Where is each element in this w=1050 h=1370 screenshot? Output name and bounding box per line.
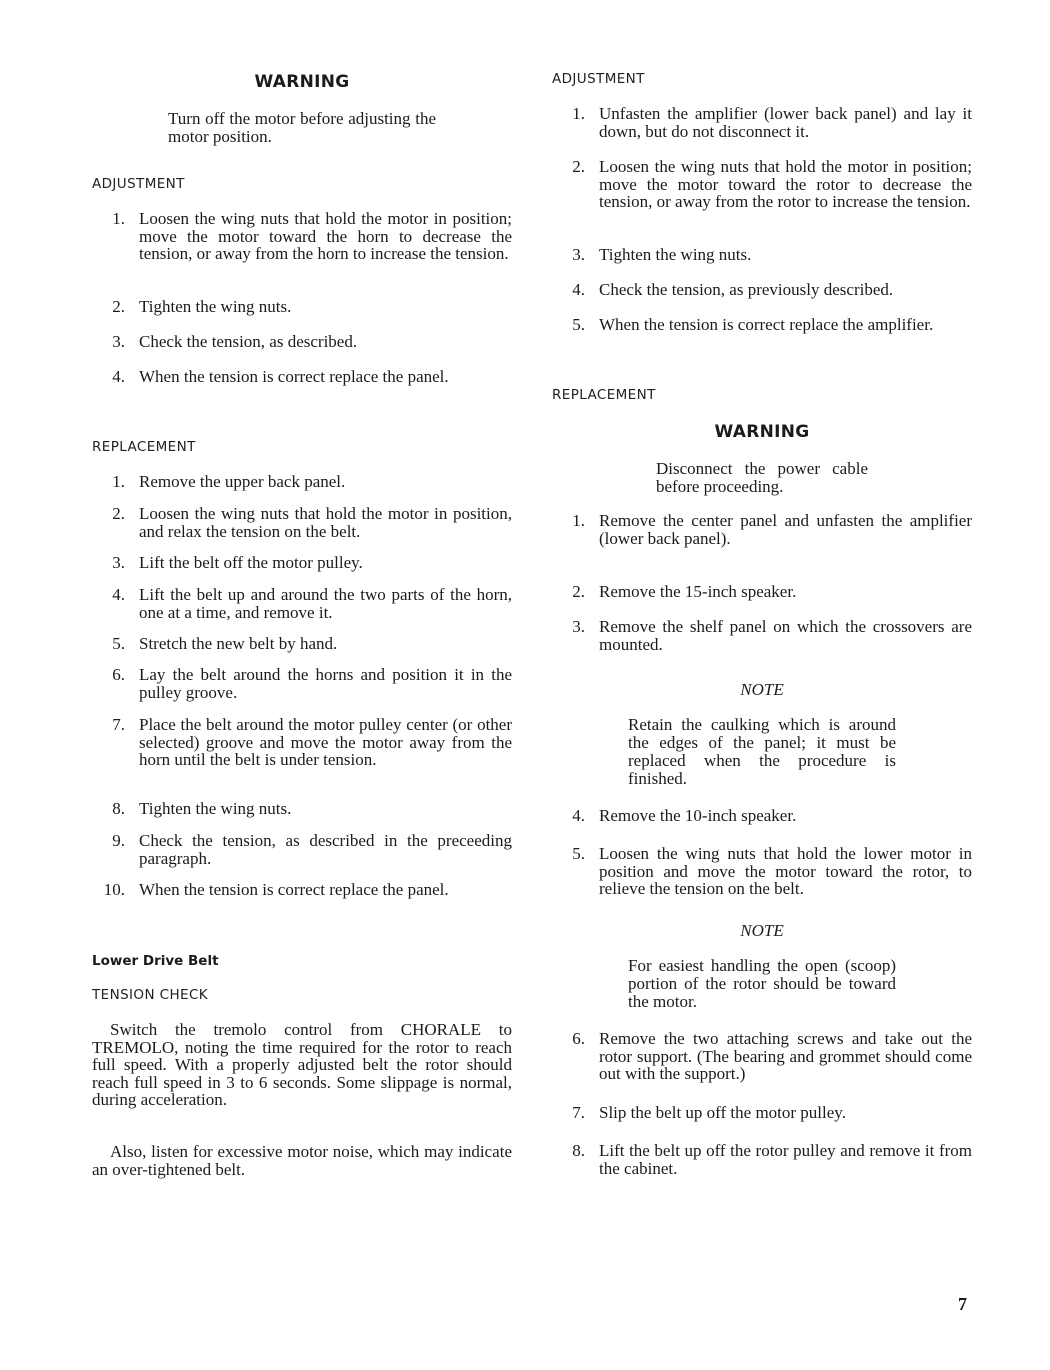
warning-text: Disconnect the power cable before proceeding. (656, 459, 868, 496)
note-title: NOTE (740, 680, 784, 699)
paragraph: Switch the tremolo control from CHORALE to TREMOLO, noting the time required for the rotor to reach full speed. With a properly adjusted belt the rotor should reach full speed in 3 to 6 seconds. Some slippage is normal, during acceleration. (92, 1020, 512, 1109)
replacement-heading: REPLACEMENT (92, 439, 196, 455)
replacement-heading: REPLACEMENT (552, 387, 656, 403)
list-item: 1. Loosen the wing nuts that hold the motor in position; move the motor toward the horn to decrease the tension, or away from the horn to increase the tension. (112, 209, 512, 263)
warning-text: Turn off the motor before adjusting the motor position. (168, 109, 436, 146)
note-text: For easiest handling the open (scoop) portion of the rotor should be toward the motor. (628, 956, 896, 1011)
warning-title: WARNING (254, 72, 350, 92)
tension-check-heading: TENSION CHECK (92, 987, 209, 1003)
adjustment-heading: ADJUSTMENT (552, 71, 645, 87)
lower-drive-belt-title: Lower Drive Belt (92, 953, 219, 969)
note-text: Retain the caulking which is around the edges of the panel; it must be replaced when the procedure is finished. (628, 715, 896, 788)
note-title: NOTE (740, 921, 784, 940)
adjustment-heading: ADJUSTMENT (92, 176, 185, 192)
warning-title: WARNING (714, 422, 810, 442)
paragraph: Also, listen for excessive motor noise, which may indicate an over-tightened belt. (92, 1142, 512, 1179)
page-number: 7 (958, 1294, 967, 1314)
